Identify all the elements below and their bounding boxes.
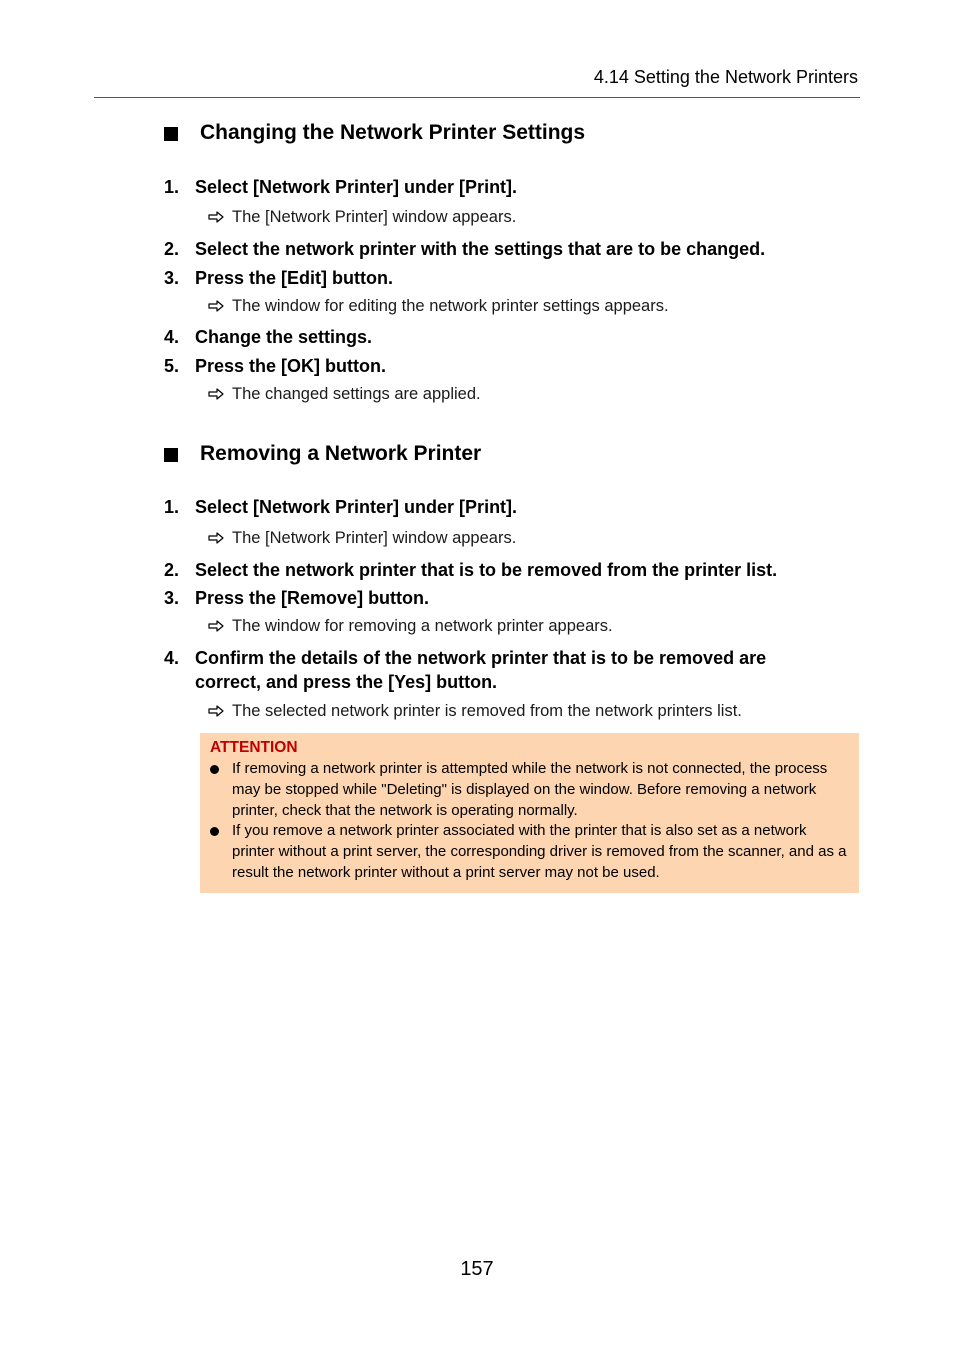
step-item <box>164 558 834 582</box>
step-text: Press the [Edit] button. <box>195 268 393 288</box>
attention-item-text: If removing a network printer is attempted while the network is not connected, the process may be stopped while "Deleting" is displayed on the window. Before removing a network printer, check that the network is operating normally. <box>232 760 828 819</box>
step-item <box>164 237 834 261</box>
step-text: Select [Network Printer] under [Print]. <box>195 177 518 197</box>
step-number: 3. <box>164 268 180 288</box>
step-result <box>208 207 516 227</box>
step-result-text: The selected network printer is removed from the network printers list. <box>232 702 742 720</box>
step-number: 4. <box>164 648 180 668</box>
step-text: Press the [OK] button. <box>195 356 387 376</box>
attention-box <box>200 733 859 893</box>
section-title-removing <box>164 441 481 467</box>
step-number: 3. <box>164 588 180 608</box>
step-number: 1. <box>164 177 180 197</box>
step-result <box>208 616 613 636</box>
step-result <box>208 528 516 548</box>
page-number: 157 <box>460 1258 494 1280</box>
step-result-text: The [Network Printer] window appears. <box>232 529 517 547</box>
section-title-text: Changing the Network Printer Settings <box>200 121 586 144</box>
step-item <box>164 266 834 290</box>
step-text: Select the network printer that is to be removed from the printer list. <box>195 560 778 580</box>
step-number: 5. <box>164 356 180 376</box>
section-title-changing <box>164 120 585 146</box>
outline-arrow-icon <box>208 211 224 223</box>
attention-item <box>232 821 852 883</box>
step-item <box>164 325 834 349</box>
step-result-text: The [Network Printer] window appears. <box>232 208 517 226</box>
header-divider <box>94 97 860 98</box>
step-item <box>164 354 834 378</box>
step-result-text: The window for removing a network printer appears. <box>232 617 613 635</box>
step-text: Select the network printer with the settings that are to be changed. <box>195 239 766 259</box>
attention-item <box>232 759 852 821</box>
step-result-text: The window for editing the network printer settings appears. <box>232 297 669 315</box>
black-square-icon <box>164 448 178 462</box>
outline-arrow-icon <box>208 532 224 544</box>
outline-arrow-icon <box>208 705 224 717</box>
bullet-icon <box>210 827 219 836</box>
step-text: Change the settings. <box>195 327 373 347</box>
step-text: Confirm the details of the network printer that is to be removed are correct, and press the [Yes] button. <box>195 648 767 692</box>
step-text: Press the [Remove] button. <box>195 588 430 608</box>
outline-arrow-icon <box>208 300 224 312</box>
black-square-icon <box>164 127 178 141</box>
step-item <box>164 646 834 694</box>
outline-arrow-icon <box>208 620 224 632</box>
bullet-icon <box>210 765 219 774</box>
attention-item-text: If you remove a network printer associated with the printer that is also set as a network printer without a print server, the corresponding driver is removed from the scanner, and as a result the network printer without a print server may not be used. <box>232 822 847 881</box>
step-item <box>164 495 834 519</box>
step-number: 1. <box>164 497 180 517</box>
step-number: 2. <box>164 239 180 259</box>
attention-title: ATTENTION <box>210 739 298 756</box>
step-text: Select [Network Printer] under [Print]. <box>195 497 518 517</box>
step-result <box>208 296 669 316</box>
step-item <box>164 586 834 610</box>
section-title-text: Removing a Network Printer <box>200 442 482 465</box>
outline-arrow-icon <box>208 388 224 400</box>
step-result <box>208 701 742 721</box>
step-number: 2. <box>164 560 180 580</box>
step-result <box>208 384 481 404</box>
step-number: 4. <box>164 327 180 347</box>
step-item <box>164 175 834 199</box>
step-result-text: The changed settings are applied. <box>232 385 481 403</box>
running-header: 4.14 Setting the Network Printers <box>593 67 858 87</box>
